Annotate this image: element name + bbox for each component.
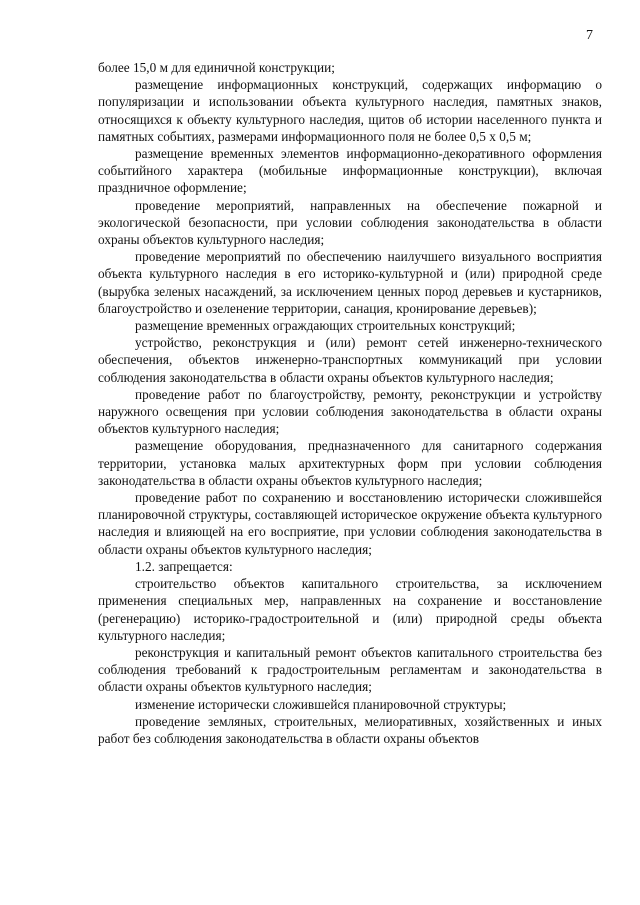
paragraph: проведение мероприятий, направленных на обеспечение пожарной и экологической безопасности, при условии соблюдения законодательства в области охраны объектов культурного наследия;: [98, 197, 602, 248]
section-heading: 1.2. запрещается:: [135, 558, 233, 574]
paragraph: изменение исторически сложившейся планировочной структуры;: [135, 696, 507, 712]
paragraph: размещение временных ограждающих строительных конструкций;: [135, 318, 516, 334]
paragraph: строительство объектов капитального строительства, за исключением применения специальных мер, направленных на сохранение и восстановление (регенерацию) историко-градостроительной и (или) природной среды объекта культурного наследия;: [98, 576, 602, 643]
paragraph: более 15,0 м для единичной конструкции;: [98, 60, 335, 75]
paragraph: реконструкция и капитальный ремонт объектов капитального строительства без соблюдения требований к градостроительным регламентам и законодательства в области охраны объектов культурного наследия;: [98, 644, 602, 695]
paragraph: проведение работ по благоустройству, ремонту, реконструкции и устройству наружного освещения при условии соблюдения законодательства в области охраны объектов культурного наследия;: [98, 386, 602, 437]
paragraph: размещение оборудования, предназначенного для санитарного содержания территории, установка малых архитектурных форм при условии соблюдения законодательства в области охраны объектов культурного наследия;: [98, 438, 602, 488]
document-body: [98, 59, 602, 747]
paragraph: устройство, реконструкция и (или) ремонт сетей инженерно-технического обеспечения, объектов инженерно-транспортных коммуникаций при условии соблюдения законодательства в области охраны объектов культурного наследия;: [98, 335, 602, 385]
paragraph: проведение работ по сохранению и восстановлению исторически сложившейся планировочной структуры, составляющей историческое окружение объекта культурного наследия и влияющей на его восприятие, при условии соблюдения законодательства в области охраны объектов культурного наследия;: [98, 490, 602, 557]
page-number: 7: [586, 28, 593, 43]
paragraph: проведение мероприятий по обеспечению наилучшего визуального восприятия объекта культурного наследия в его историко-культурной и (или) природной среде (вырубка зеленых насаждений, за исключением ценных пород деревьев и кустарников, благоустройство и озеленение территории, санация, кронирование деревьев);: [98, 249, 602, 316]
paragraph: размещение информационных конструкций, содержащих информацию о популяризации и использовании объекта культурного наследия, памятных знаков, относящихся к объекту культурного наследия, щитов об истории населенного пункта и памятных событиях, размерами информационного поля не более 0,5 х 0,5 м;: [98, 77, 602, 144]
paragraph: размещение временных элементов информационно-декоративного оформления событийного характера (мобильные информационные конструкции), включая праздничное оформление;: [98, 146, 602, 196]
paragraph: проведение земляных, строительных, мелиоративных, хозяйственных и иных работ без соблюдения законодательства в области охраны объектов: [98, 713, 602, 746]
